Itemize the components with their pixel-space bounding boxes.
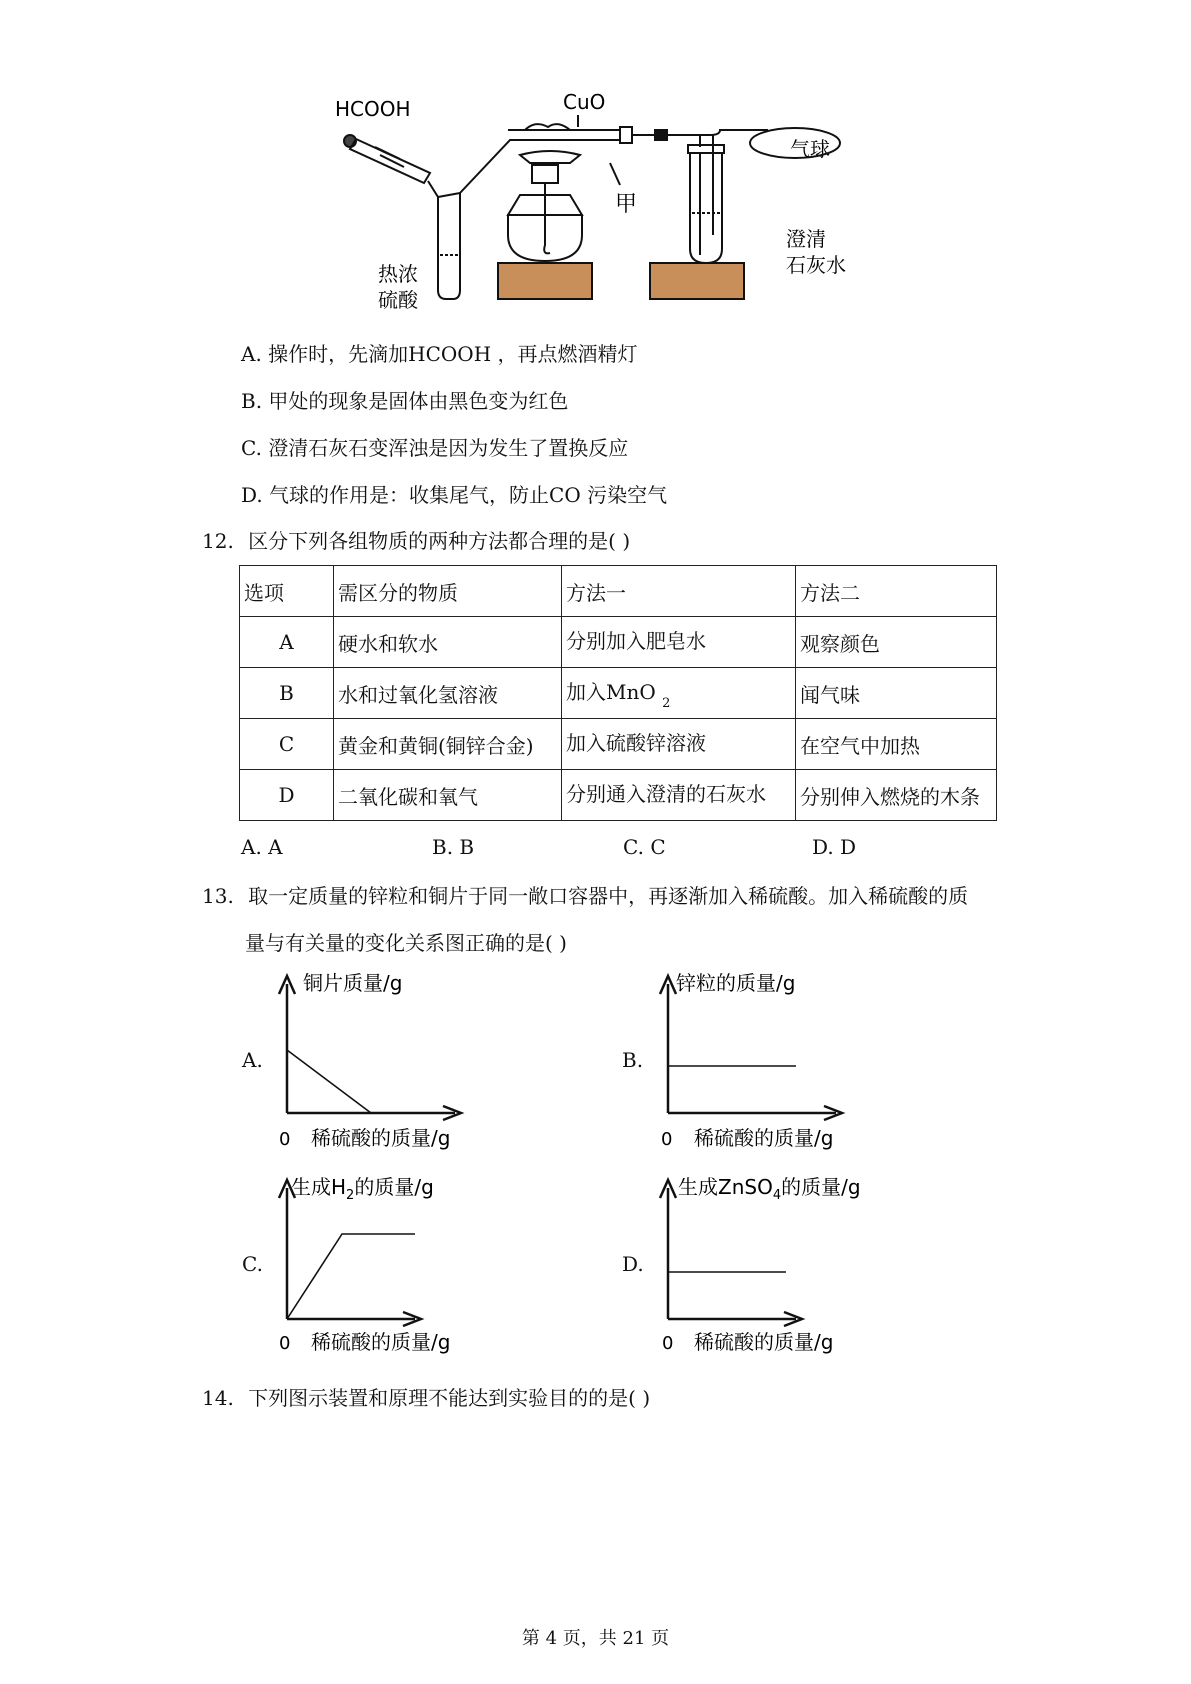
label-limewater-2: 石灰水: [786, 253, 846, 277]
label-balloon: 气球: [790, 137, 830, 161]
table-row: [240, 770, 997, 821]
x-axis-arrow-icon: [668, 1312, 802, 1326]
apparatus-figure: [320, 85, 880, 325]
table-row: [240, 719, 997, 770]
graph-a-origin: 0: [279, 1129, 291, 1150]
graph-c-curve: [287, 1234, 415, 1319]
q12-table: [239, 565, 997, 821]
graph-a: [275, 968, 475, 1158]
label-hcooh: HCOOH: [335, 97, 411, 121]
graph-d-origin: 0: [662, 1333, 674, 1354]
y-axis-arrow-icon: [660, 976, 676, 1113]
graph-a-letter: A.: [242, 1048, 263, 1072]
table-header-row: [240, 566, 997, 617]
table-cell-option: D: [240, 770, 334, 821]
table-cell-method1: 加入硫酸锌溶液: [562, 719, 796, 770]
q12-answer-c: C. C: [623, 835, 666, 859]
graph-a-ylabel: 铜片质量/g: [303, 971, 403, 995]
table-cell-method2: 分别伸入燃烧的木条: [796, 770, 997, 821]
table-cell-substances: 水和过氧化氢溶液: [334, 668, 562, 719]
label-cuo: CuO: [563, 90, 606, 114]
x-axis-arrow-icon: [287, 1312, 421, 1326]
graph-b-ylabel: 锌粒的质量/g: [676, 971, 796, 995]
table-header-cell: 方法一: [562, 566, 796, 617]
wood-block-right: [650, 263, 744, 299]
graph-d-xlabel: 稀硫酸的质量/g: [694, 1330, 834, 1354]
table-cell-substances: 二氧化碳和氧气: [334, 770, 562, 821]
q12-stem: 12. 区分下列各组物质的两种方法都合理的是( ): [202, 529, 631, 553]
q11-option-b: B. 甲处的现象是固体由黑色变为红色: [241, 389, 569, 413]
q12-answer-b: B. B: [432, 835, 475, 859]
q14-stem: 14. 下列图示装置和原理不能达到实验目的的是( ): [202, 1386, 651, 1410]
table-cell-substances: 黄金和黄铜(铜锌合金): [334, 719, 562, 770]
graph-c-ylabel: 生成$H_2$的质量/g: [291, 1175, 434, 1203]
q11-option-c: C. 澄清石灰石变浑浊是因为发生了置换反应: [241, 436, 629, 460]
lamp-flame-icon: [520, 151, 580, 163]
graph-c-xlabel: 稀硫酸的质量/g: [311, 1330, 451, 1354]
q13-stem-line2: 量与有关量的变化关系图正确的是( ): [245, 931, 567, 955]
table-cell-option: B: [240, 668, 334, 719]
graph-d-letter: D.: [622, 1252, 644, 1276]
table-cell-method1: 分别加入肥皂水: [562, 617, 796, 668]
q11-option-a: A. 操作时，先滴加HCOOH ，再点燃酒精灯: [241, 342, 638, 366]
y-axis-arrow-icon: [279, 1180, 295, 1319]
table-row: [240, 617, 997, 668]
page-footer: 第 4 页，共 21 页: [521, 1628, 670, 1649]
label-acid-1: 热浓: [378, 262, 418, 286]
table-row: [240, 668, 997, 719]
graph-d-ylabel: 生成ZnSO$_4$的质量/g: [678, 1175, 861, 1203]
label-limewater-1: 澄清: [786, 227, 826, 251]
graph-a-curve: [287, 1050, 371, 1113]
table-cell-method2: 在空气中加热: [796, 719, 997, 770]
graph-c-origin: 0: [279, 1333, 291, 1354]
glassware-drawing: [344, 115, 840, 299]
label-acid-2: 硫酸: [378, 288, 418, 312]
graph-c: [275, 1172, 475, 1362]
table-cell-method2: 闻气味: [796, 668, 997, 719]
q11-option-d: D. 气球的作用是：收集尾气，防止CO 污染空气: [241, 483, 668, 507]
graph-b-letter: B.: [622, 1048, 644, 1072]
table-cell-method1: 分别通入澄清的石灰水: [562, 770, 796, 821]
table-cell-method2: 观察颜色: [796, 617, 997, 668]
limewater-tube-icon: [690, 153, 722, 263]
table-cell-substances: 硬水和软水: [334, 617, 562, 668]
y-axis-arrow-icon: [279, 976, 295, 1113]
graph-c-letter: C.: [242, 1252, 263, 1276]
table-header-cell: 需区分的物质: [334, 566, 562, 617]
wood-block-left: [498, 263, 592, 299]
graph-d: [656, 1172, 886, 1362]
label-jia: 甲: [615, 192, 638, 217]
table-cell-option: A: [240, 617, 334, 668]
q12-answer-d: D. D: [812, 835, 857, 859]
graph-b-xlabel: 稀硫酸的质量/g: [694, 1126, 834, 1150]
graph-b-origin: 0: [661, 1129, 673, 1150]
y-axis-arrow-icon: [660, 1180, 676, 1319]
q12-answer-a: A. A: [241, 835, 283, 859]
q13-stem-line1: 13. 取一定质量的锌粒和铜片于同一敞口容器中，再逐渐加入稀硫酸。加入稀硫酸的质: [202, 884, 969, 908]
x-axis-arrow-icon: [287, 1106, 461, 1120]
graph-a-xlabel: 稀硫酸的质量/g: [311, 1126, 451, 1150]
table-cell-method1: 加入MnO $_2$: [562, 668, 796, 719]
graph-b: [656, 968, 876, 1158]
table-header-cell: 选项: [240, 566, 334, 617]
table-cell-option: C: [240, 719, 334, 770]
x-axis-arrow-icon: [668, 1106, 842, 1120]
table-header-cell: 方法二: [796, 566, 997, 617]
